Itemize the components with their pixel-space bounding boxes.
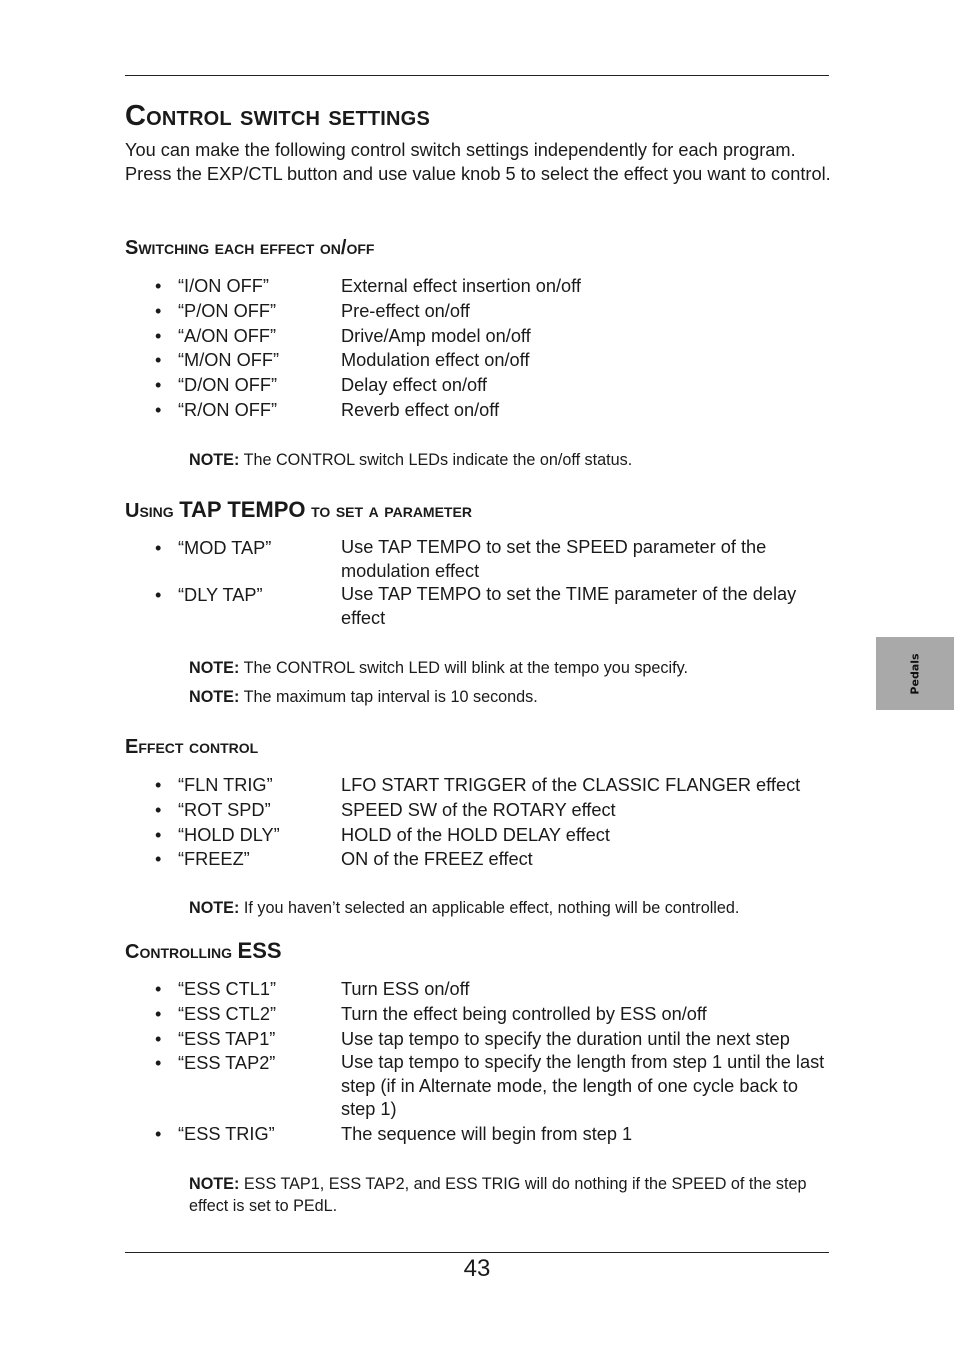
- side-tab-label: Pedals: [908, 652, 922, 695]
- bullet-glyph: •: [155, 375, 162, 396]
- list-item: [155, 847, 845, 872]
- section-heading-tap-tempo: [125, 497, 472, 524]
- list-item: [155, 1122, 845, 1147]
- item-key: “FLN TRIG”: [178, 775, 273, 795]
- section-heading-switching: [125, 235, 374, 261]
- list-item: [155, 1027, 845, 1052]
- note-label: NOTE:: [189, 688, 240, 706]
- list-item: [155, 299, 845, 324]
- bullet-glyph: •: [155, 1053, 162, 1074]
- note: [189, 897, 829, 919]
- bullet-glyph: •: [155, 350, 162, 371]
- tap-tempo-list: [155, 536, 845, 630]
- item-desc: ON of the FREEZ effect: [341, 849, 533, 870]
- item-key: “MOD TAP”: [178, 538, 272, 558]
- item-desc: HOLD of the HOLD DELAY effect: [341, 824, 610, 845]
- item-key: “ROT SPD”: [178, 799, 271, 820]
- list-item: [155, 348, 845, 373]
- bullet-glyph: •: [155, 585, 162, 605]
- ess-list: [155, 977, 845, 1147]
- item-key: “I/ON OFF”: [178, 276, 269, 296]
- list-item: [155, 373, 845, 398]
- section-heading-controlling-ess: [125, 938, 282, 965]
- note-text: ESS TAP1, ESS TAP2, and ESS TRIG will do nothing if the SPEED of the step effect is set to PEdL.: [189, 1175, 807, 1215]
- section-heading-effect-control: [125, 734, 258, 760]
- page-title: Control switch settings: [125, 100, 430, 132]
- note-text: If you haven’t selected an applicable effect, nothing will be controlled.: [243, 899, 740, 917]
- list-item: [155, 536, 845, 583]
- list-item: [155, 798, 845, 823]
- item-desc: External effect insertion on/off: [341, 276, 581, 296]
- heading-part: Switching each effect on/off: [125, 237, 375, 259]
- switching-list: [155, 274, 845, 423]
- bullet-glyph: •: [155, 1028, 162, 1049]
- item-key: “DLY TAP”: [178, 585, 263, 605]
- item-key: “A/ON OFF”: [178, 325, 276, 346]
- bullet-glyph: •: [155, 1003, 162, 1024]
- note-label: NOTE:: [189, 899, 240, 917]
- list-item: [155, 324, 845, 349]
- heading-part: Using: [125, 500, 180, 522]
- bullet-glyph: •: [155, 824, 162, 845]
- heading-part: Controlling: [125, 941, 238, 963]
- item-key: “ESS TAP1”: [178, 1028, 276, 1049]
- note-text: The maximum tap interval is 10 seconds.: [243, 688, 538, 706]
- item-key: “ESS CTL2”: [178, 1003, 277, 1024]
- item-desc: Turn ESS on/off: [341, 979, 470, 999]
- intro-paragraph: You can make the following control switch settings independently for each program. Press the EXP/CTL button and use value knob 5 to select the effect you want to control.: [125, 140, 831, 184]
- item-key: “HOLD DLY”: [178, 824, 280, 845]
- item-desc: Turn the effect being controlled by ESS on/off: [341, 1003, 707, 1024]
- bullet-glyph: •: [155, 1123, 162, 1144]
- bullet-glyph: •: [155, 399, 162, 420]
- bullet-glyph: •: [155, 799, 162, 820]
- item-desc: Modulation effect on/off: [341, 350, 530, 371]
- heading-part: TAP TEMPO: [179, 497, 306, 522]
- effect-control-list: [155, 773, 845, 872]
- note-text: The CONTROL switch LED will blink at the tempo you specify.: [243, 659, 688, 677]
- note-label: NOTE:: [189, 1175, 240, 1193]
- item-desc: Reverb effect on/off: [341, 399, 500, 420]
- bullet-glyph: •: [155, 538, 162, 558]
- heading-part: ESS: [237, 938, 282, 963]
- heading-part: Effect control: [125, 736, 259, 758]
- item-key: “R/ON OFF”: [178, 399, 278, 420]
- item-key: “P/ON OFF”: [178, 300, 276, 321]
- note-label: NOTE:: [189, 659, 240, 677]
- note-label: NOTE:: [189, 451, 240, 469]
- list-item: [155, 398, 845, 423]
- item-desc: Use TAP TEMPO to set the SPEED parameter of the modulation effect: [341, 537, 767, 581]
- item-desc: Use tap tempo to specify the length from step 1 until the last step (if in Alternate mode, the length of one cycle back to step 1): [341, 1052, 825, 1120]
- item-desc: Drive/Amp model on/off: [341, 325, 531, 346]
- item-key: “M/ON OFF”: [178, 350, 280, 371]
- item-key: “FREEZ”: [178, 849, 250, 870]
- item-key: “ESS TAP2”: [178, 1053, 276, 1074]
- item-key: “ESS CTL1”: [178, 979, 277, 999]
- note: [189, 657, 829, 679]
- page-number: 43: [463, 1255, 491, 1282]
- list-item: [155, 773, 845, 798]
- list-item: [155, 823, 845, 848]
- list-item: [155, 583, 845, 630]
- list-item: [155, 274, 845, 299]
- top-rule: [125, 75, 829, 76]
- bullet-glyph: •: [155, 276, 162, 296]
- list-item: [155, 1051, 845, 1122]
- bullet-glyph: •: [155, 849, 162, 870]
- note: [189, 449, 829, 471]
- item-desc: SPEED SW of the ROTARY effect: [341, 799, 616, 820]
- note: [189, 686, 829, 708]
- side-tab: [876, 637, 954, 710]
- bullet-glyph: •: [155, 775, 162, 795]
- item-key: “ESS TRIG”: [178, 1123, 275, 1144]
- list-item: [155, 1002, 845, 1027]
- item-desc: LFO START TRIGGER of the CLASSIC FLANGER effect: [341, 775, 801, 795]
- item-desc: Delay effect on/off: [341, 375, 487, 396]
- item-desc: Use tap tempo to specify the duration until the next step: [341, 1028, 790, 1049]
- item-key: “D/ON OFF”: [178, 375, 278, 396]
- item-desc: Pre-effect on/off: [341, 300, 470, 321]
- bottom-rule: [125, 1252, 829, 1253]
- bullet-glyph: •: [155, 979, 162, 999]
- item-desc: The sequence will begin from step 1: [341, 1123, 633, 1144]
- list-item: [155, 977, 845, 1002]
- item-desc: Use TAP TEMPO to set the TIME parameter of the delay effect: [341, 584, 797, 628]
- bullet-glyph: •: [155, 325, 162, 346]
- heading-part: to set a parameter: [305, 500, 472, 522]
- note-text: The CONTROL switch LEDs indicate the on/off status.: [243, 451, 633, 469]
- bullet-glyph: •: [155, 300, 162, 321]
- note: [189, 1173, 829, 1217]
